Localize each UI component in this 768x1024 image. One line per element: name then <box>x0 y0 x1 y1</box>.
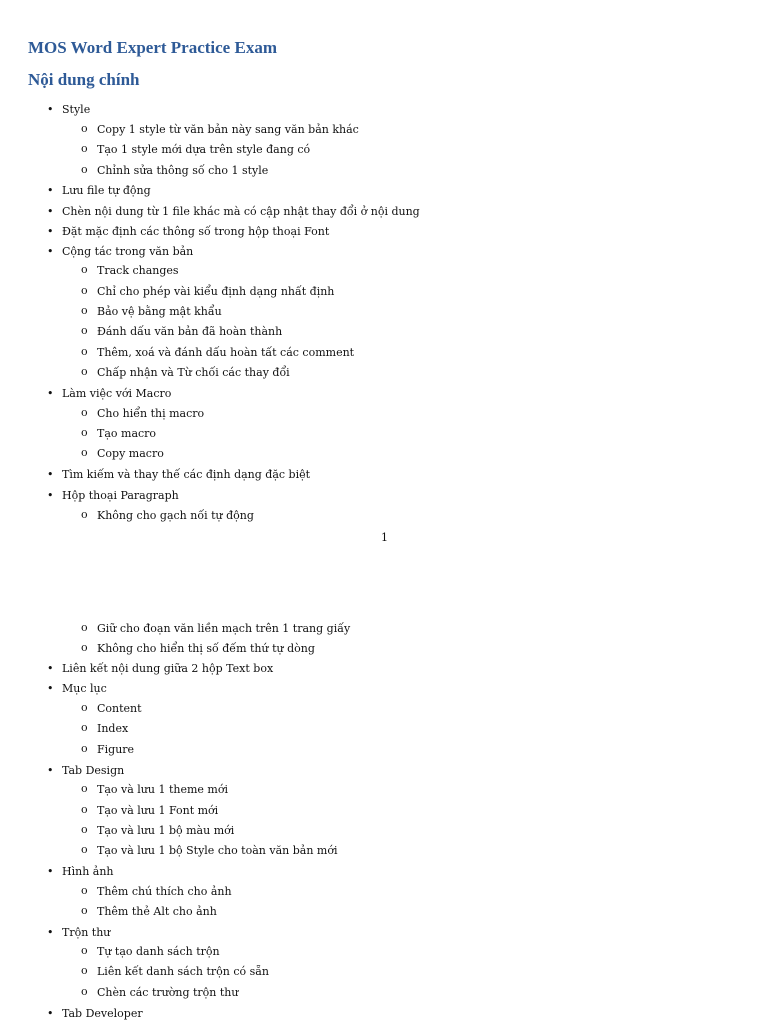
list-item: • Style <box>62 103 90 117</box>
sub-list-item: o Cho hiển thị macro <box>97 407 204 421</box>
sub-list-item: o Không cho gạch nối tự động <box>97 509 254 523</box>
sub-list-item: o Tạo và lưu 1 theme mới <box>97 783 228 797</box>
sub-list-item: o Chỉnh sửa thông số cho 1 style <box>97 164 268 178</box>
sub-list-item: o Liên kết danh sách trộn có sẵn <box>97 965 269 979</box>
sub-list-item: o Chấp nhận và Từ chối các thay đổi <box>97 366 290 380</box>
list-item: • Tìm kiếm và thay thế các định dạng đặc biệt <box>62 468 310 482</box>
list-item: • Chèn nội dung từ 1 file khác mà có cập nhật thay đổi ở nội dung <box>62 205 420 219</box>
sub-list-item: o Tạo và lưu 1 bộ Style cho toàn văn bản mới <box>97 844 337 858</box>
sub-list-item: o Tạo macro <box>97 427 156 441</box>
sub-list-item: o Tạo và lưu 1 Font mới <box>97 804 218 818</box>
list-item: • Trộn thư <box>62 926 110 940</box>
list-item: • Đặt mặc định các thông số trong hộp thoại Font <box>62 225 329 239</box>
sub-list-item: o Thêm thẻ Alt cho ảnh <box>97 905 217 919</box>
sub-list-item: o Tự tạo danh sách trộn <box>97 945 220 959</box>
sub-list-item: o Chèn các trường trộn thư <box>97 986 238 1000</box>
list-item: • Cộng tác trong văn bản <box>62 245 193 259</box>
list-item: • Làm việc với Macro <box>62 387 171 401</box>
list-item: • Lưu file tự động <box>62 184 151 198</box>
list-item: • Tab Design <box>62 764 124 778</box>
sub-list-item: o Không cho hiển thị số đếm thứ tự dòng <box>97 642 315 656</box>
list-item: • Tab Developer <box>62 1007 143 1021</box>
document-title: MOS Word Expert Practice Exam <box>28 38 277 57</box>
sub-list-item: o Copy 1 style từ văn bản này sang văn bản khác <box>97 123 359 137</box>
list-item: • Liên kết nội dung giữa 2 hộp Text box <box>62 662 273 676</box>
sub-list-item: o Track changes <box>97 264 179 278</box>
sub-list-item: o Copy macro <box>97 447 164 461</box>
page-number: 1 <box>381 531 388 544</box>
list-item: • Hình ảnh <box>62 865 114 879</box>
sub-list-item: o Tạo và lưu 1 bộ màu mới <box>97 824 234 838</box>
sub-list-item: o Tạo 1 style mới dựa trên style đang có <box>97 143 310 157</box>
sub-list-item: o Index <box>97 722 128 736</box>
sub-list-item: o Content <box>97 702 142 716</box>
list-item: • Hộp thoại Paragraph <box>62 489 179 503</box>
sub-list-item: o Đánh dấu văn bản đã hoàn thành <box>97 325 282 339</box>
sub-list-item: o Bảo vệ bằng mật khẩu <box>97 305 222 319</box>
section-heading: Nội dung chính <box>28 70 140 89</box>
list-item: • Mục lục <box>62 682 107 696</box>
sub-list-item: o Thêm, xoá và đánh dấu hoàn tất các comment <box>97 346 354 360</box>
sub-list-item: o Thêm chú thích cho ảnh <box>97 885 232 899</box>
sub-list-item: o Chỉ cho phép vài kiểu định dạng nhất định <box>97 285 334 299</box>
sub-list-item: o Figure <box>97 743 134 757</box>
sub-list-item: o Giữ cho đoạn văn liền mạch trên 1 trang giấy <box>97 622 350 636</box>
